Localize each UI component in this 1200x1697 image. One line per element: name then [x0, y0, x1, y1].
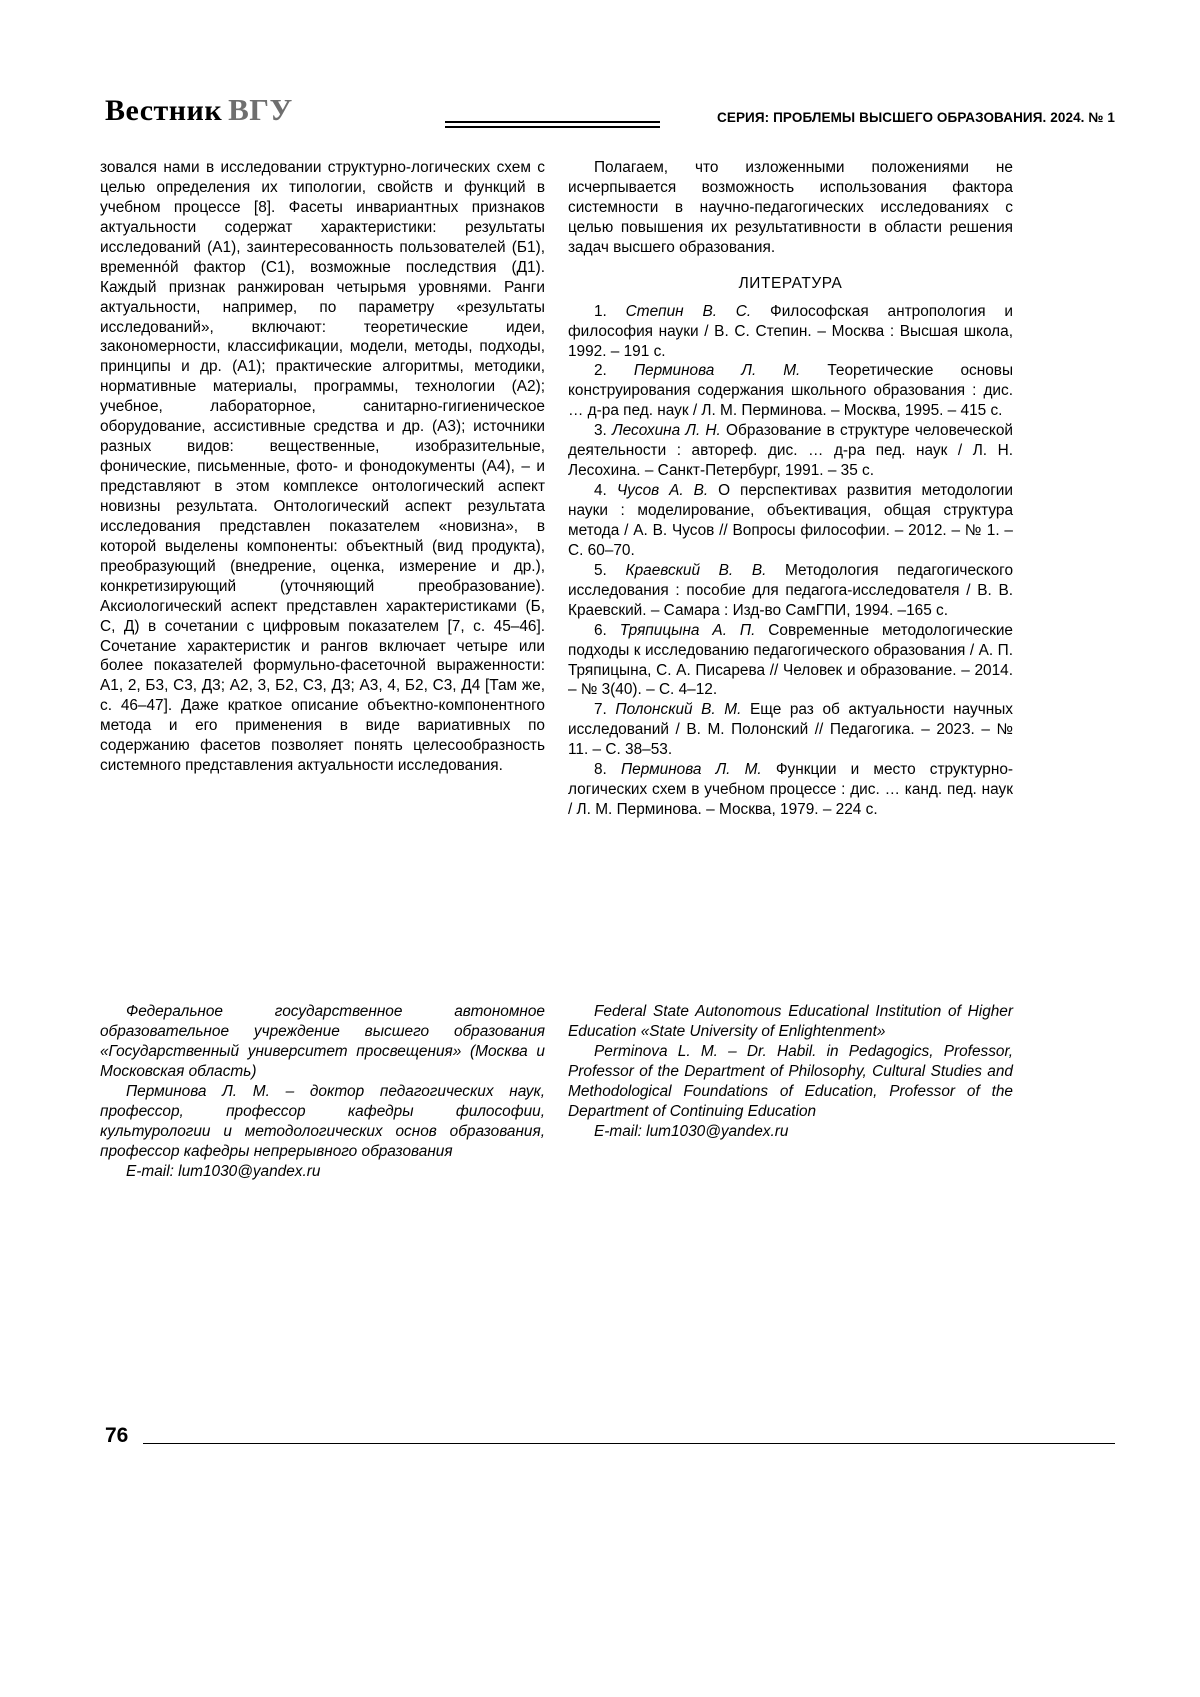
reference-author: Перминова Л. М.: [621, 761, 762, 779]
footer-divider-rule: [143, 1443, 1115, 1444]
body-paragraph-continuation: зовался нами в исследовании структурно-логических схем с целью определения их типологии, свойств и функций в учебном процессе [8]. Фасеты инвариантных признаков актуальности содержат характеристики: результаты исследований (А1), заинтересованность пользователей (Б1), временно́й фактор (С1), возможные последствия (Д1). Каждый признак ранжирован четырьмя уровнями. Ранги актуальности, например, по параметру «результаты исследований», включают: теоретические идеи, закономерности, классификации, модели, методы, подходы, принципы и др. (А1); практические алгоритмы, методики, нормативные материалы, программы, технологии (А2); учебное, лабораторное, санитарно-гигиеническое оборудование, ассистивные средства и др. (А3); источники разных видов: вещественные, изобразительные, фонические, письменные, фото- и фонодокументы (А4), – и представляют в этом комплексе онтологический аспект новизны результата. Онтологический аспект результата исследования представлен показателем «новизна», в которой выделены компоненты: объектный (вид продукта), преобразующий (внедрение, оценка, измерение и др.), конкретизирующий (уточняющий преобразование). Аксиологический аспект представлен характеристиками (Б, С, Д) в сочетании с цифровым показателем [7, с. 45–46]. Сочетание характеристик и рангов включает четыре или более показателей формульно-фасеточной выраженности: А1, 2, Б3, С3, Д3; А2, 3, Б2, С3, Д3; А3, 4, Б2, С3, Д4 [Там же, с. 46–47]. Даже краткое описание объектно-компонентного метода и его применения в виде вариативных по содержанию фасетов позволяет понять целесообразность системного представления актуальности исследования.: [100, 159, 545, 775]
affiliation-email-en[interactable]: E-mail: lum1030@yandex.ru: [594, 1122, 789, 1140]
reference-text: Теоретические основы конструирования содержания школьного образования : дис. … д-ра пед. наук / Л. М. Перминова. – Москва, 1995. – 415 с.: [568, 362, 1014, 420]
reference-text: Методология педагогического исследования : пособие для педагога-исследователя / В. В. Краевский. – Самара : Изд-во СамГПИ, 1994. –165 с.: [568, 561, 1014, 619]
reference-number: 1.: [594, 302, 607, 320]
reference-text: Философская антропология и философия науки / В. С. Степин. – Москва : Высшая школа, 1992. – 191 с.: [568, 302, 1013, 360]
reference-text: Образование в структуре человеческой деятельности : автореф. дис. … д-ра пед. наук / Л. Н. Лесохина. – Санкт-Петербург, 1991. – 35 с.: [568, 422, 1013, 480]
reference-item: [568, 700, 1013, 760]
reference-number: 5.: [594, 561, 607, 579]
reference-item: [568, 421, 1013, 481]
closing-paragraph: Полагаем, что изложенными положениями не исчерпывается возможность использования фактора системности в научно-педагогических исследованиях с целью повышения их результативности в области решения задач высшего образования.: [568, 159, 1013, 256]
left-text-column: [100, 158, 545, 776]
journal-series-line: СЕРИЯ: ПРОБЛЕМЫ ВЫСШЕГО ОБРАЗОВАНИЯ. 2024. № 1: [717, 110, 1115, 125]
reference-author: Тряпицына А. П.: [619, 621, 756, 639]
reference-number: 7.: [594, 701, 607, 719]
reference-number: 3.: [594, 422, 607, 440]
affiliation-email-ru[interactable]: E-mail: lum1030@yandex.ru: [126, 1162, 321, 1180]
affiliation-institution-ru: Федеральное государственное автономное образовательное учреждение высшего образования «Государственный университет просвещения» (Москва и Московская область): [100, 1003, 545, 1080]
affiliation-author-ru: Перминова Л. М. – доктор педагогических наук, профессор, профессор кафедры философии, культурологии и методологических основ образования, профессор кафедры непрерывного образования: [100, 1082, 545, 1160]
reference-number: 6.: [594, 621, 607, 639]
affiliation-author-en: Perminova L. M. – Dr. Habil. in Pedagogics, Professor, Professor of the Department of Philosophy, Cultural Studies and Methodological Foundations of Education, Professor of the Department of Continuing Education: [568, 1042, 1013, 1120]
reference-item: [568, 621, 1013, 701]
reference-item: [568, 302, 1013, 362]
reference-item: [568, 561, 1013, 621]
reference-text: Функции и место структурно-логических схем в учебном процессе : дис. … канд. пед. наук / Л. М. Перминова. – Москва, 1979. – 224 с.: [568, 761, 1013, 819]
references-heading: ЛИТЕРАТУРА: [738, 274, 843, 292]
reference-author: Перминова Л. М.: [633, 362, 801, 380]
journal-name: Вестник: [105, 94, 223, 127]
reference-item: [568, 760, 1013, 820]
affiliation-english: [568, 1002, 1013, 1142]
journal-abbreviation: ВГУ: [228, 92, 293, 127]
reference-author: Степин В. С.: [625, 302, 752, 320]
affiliation-russian: [100, 1002, 545, 1181]
reference-text: Современные методологические подходы к исследованию педагогического образования / А. П. Тряпицына, С. А. Писарева // Человек и образование. – 2014. – № 3(40). – С. 4–12.: [568, 621, 1013, 699]
page-footer: [105, 1424, 1115, 1454]
reference-text: О перспективах развития методологии науки : моделирование, объективация, общая структура метода / А. В. Чусов // Вопросы философии. – 2012. – № 1. – С. 60–70.: [568, 482, 1014, 559]
journal-masthead: [105, 92, 293, 128]
reference-number: 8.: [594, 761, 607, 779]
reference-item: [568, 361, 1013, 421]
reference-author: Лесохина Л. Н.: [612, 422, 721, 440]
reference-number: 4.: [594, 482, 607, 500]
reference-text: Еще раз об актуальности научных исследований / В. М. Полонский // Педагогика. – 2023. – № 11. – С. 38–53.: [568, 701, 1013, 759]
reference-author: Чусов А. В.: [616, 482, 709, 500]
references-list: [568, 302, 1013, 820]
page-number: 76: [105, 1424, 129, 1447]
reference-number: 2.: [594, 362, 607, 380]
header-divider-rule: [445, 121, 660, 128]
right-text-column: [568, 158, 1013, 820]
page-header: [105, 92, 1115, 144]
reference-author: Краевский В. В.: [625, 561, 767, 579]
reference-item: [568, 481, 1013, 561]
reference-author: Полонский В. М.: [615, 701, 742, 719]
affiliation-institution-en: Federal State Autonomous Educational Institution of Higher Education «State University of Enlightenment»: [568, 1003, 1013, 1040]
